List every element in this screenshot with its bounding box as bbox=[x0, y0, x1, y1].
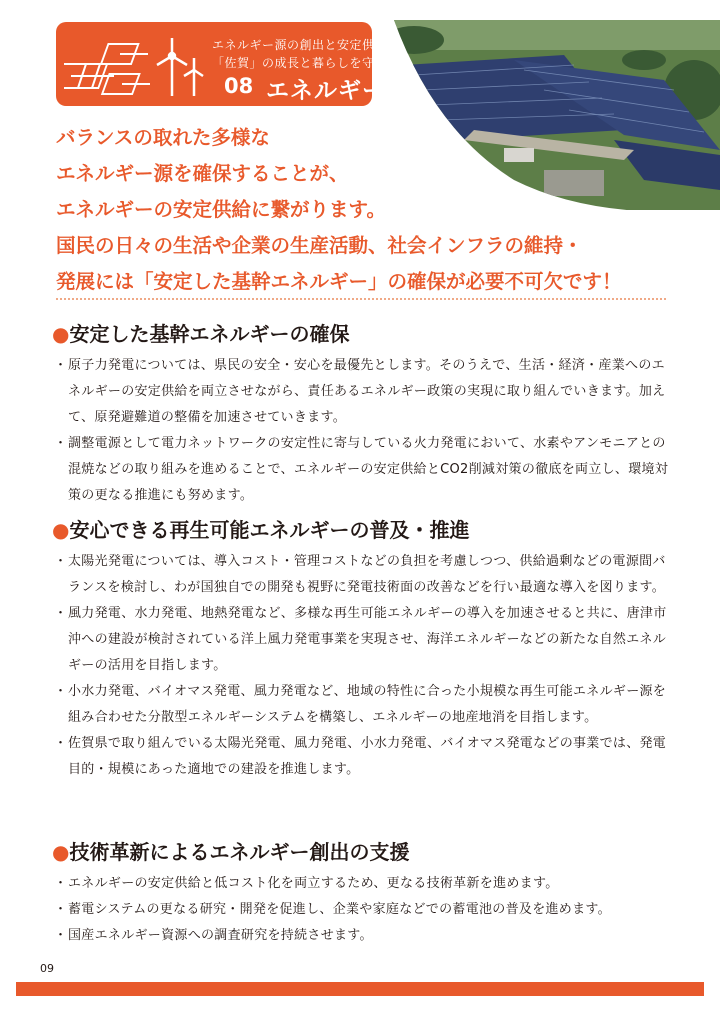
section-base-energy bbox=[52, 318, 672, 509]
list-item: ・ 風力発電、水力発電、地熱発電など、多様な再生可能エネルギーの導入を加速させると共に、唐津市沖への建設が検討されている洋上風力発電事業を実現させ、海洋エネルギーなどの新たな自然エネルギーの活用を目指します。 bbox=[54, 606, 667, 673]
section-badge bbox=[56, 22, 400, 106]
section-technology-innovation bbox=[52, 836, 672, 949]
page-number: 09 bbox=[40, 962, 54, 975]
footer-bar bbox=[16, 982, 704, 996]
solar-panel-wind-turbine-icon bbox=[64, 34, 204, 98]
list-item: ・ 佐賀県で取り組んでいる太陽光発電、風力発電、小水力発電、バイオマス発電などの事業では、発電目的・規模にあった適地での建設を推進します。 bbox=[54, 736, 667, 777]
list-item: ・ 原子力発電については、県民の安全・安心を最優先とします。そのうえで、生活・経済・産業へのエネルギーの安定供給を両立させながら、責任あるエネルギー政策の実現に取り組んでいきます。加えて、原発避難道の整備を加速させていきます。 bbox=[54, 358, 666, 425]
bullet-list bbox=[52, 871, 672, 949]
list-item: ・ 国産エネルギー資源への調査研究を持続させます。 bbox=[54, 928, 373, 943]
bullet-list bbox=[52, 353, 672, 509]
badge-subtitle-line1: エネルギー源の創出と安定供給で bbox=[212, 38, 400, 52]
list-item: ・ エネルギーの安定供給と低コスト化を両立するため、更なる技術革新を進めます。 bbox=[54, 876, 559, 891]
headline-line: 国民の日々の生活や企業の生産活動、社会インフラの維持・ bbox=[56, 234, 583, 257]
section-heading: ●安心できる再生可能エネルギーの普及・推進 bbox=[52, 518, 470, 542]
headline-line: エネルギー源を確保することが、 bbox=[56, 162, 349, 185]
section-heading: ●技術革新によるエネルギー創出の支援 bbox=[52, 840, 410, 864]
headline-line: エネルギーの安定供給に繋がります。 bbox=[56, 198, 386, 221]
list-item: ・ 蓄電システムの更なる研究・開発を促進し、企業や家庭などでの蓄電池の普及を進めます。 bbox=[54, 902, 611, 917]
section-heading: ●安定した基幹エネルギーの確保 bbox=[52, 322, 350, 346]
list-item: ・ 小水力発電、バイオマス発電、風力発電など、地域の特性に合った小規模な再生可能エネルギー源を組み合わせた分散型エネルギーシステムを構築し、エネルギーの地産地消を目指します。 bbox=[54, 684, 667, 725]
section-renewable-energy bbox=[52, 514, 672, 783]
list-item: ・ 太陽光発電については、導入コスト・管理コストなどの負担を考慮しつつ、供給過剰などの電源間バランスを検討し、わが国独自での開発も視野に発電技術面の改善などを行い最適な導入を図ります。 bbox=[54, 554, 666, 595]
section-number: 08 bbox=[224, 74, 254, 98]
headline-line: 発展には「安定した基幹エネルギー」の確保が必要不可欠です！ bbox=[56, 270, 622, 293]
list-item: ・ 調整電源として電力ネットワークの安定性に寄与している火力発電において、水素やアンモニアとの混焼などの取り組みを進めることで、エネルギーの安定供給とCO2削減対策の徹底を両立し、環境対策の更なる推進にも努めます。 bbox=[54, 436, 669, 503]
headline bbox=[56, 120, 686, 300]
badge-subtitle-line2: 「佐賀」の成長と暮らしを守る。 bbox=[212, 56, 400, 70]
bullet-list bbox=[52, 549, 672, 783]
section-title: エネルギー bbox=[266, 78, 386, 104]
headline-line: バランスの取れた多様な bbox=[56, 126, 270, 149]
dotted-divider bbox=[56, 298, 666, 300]
